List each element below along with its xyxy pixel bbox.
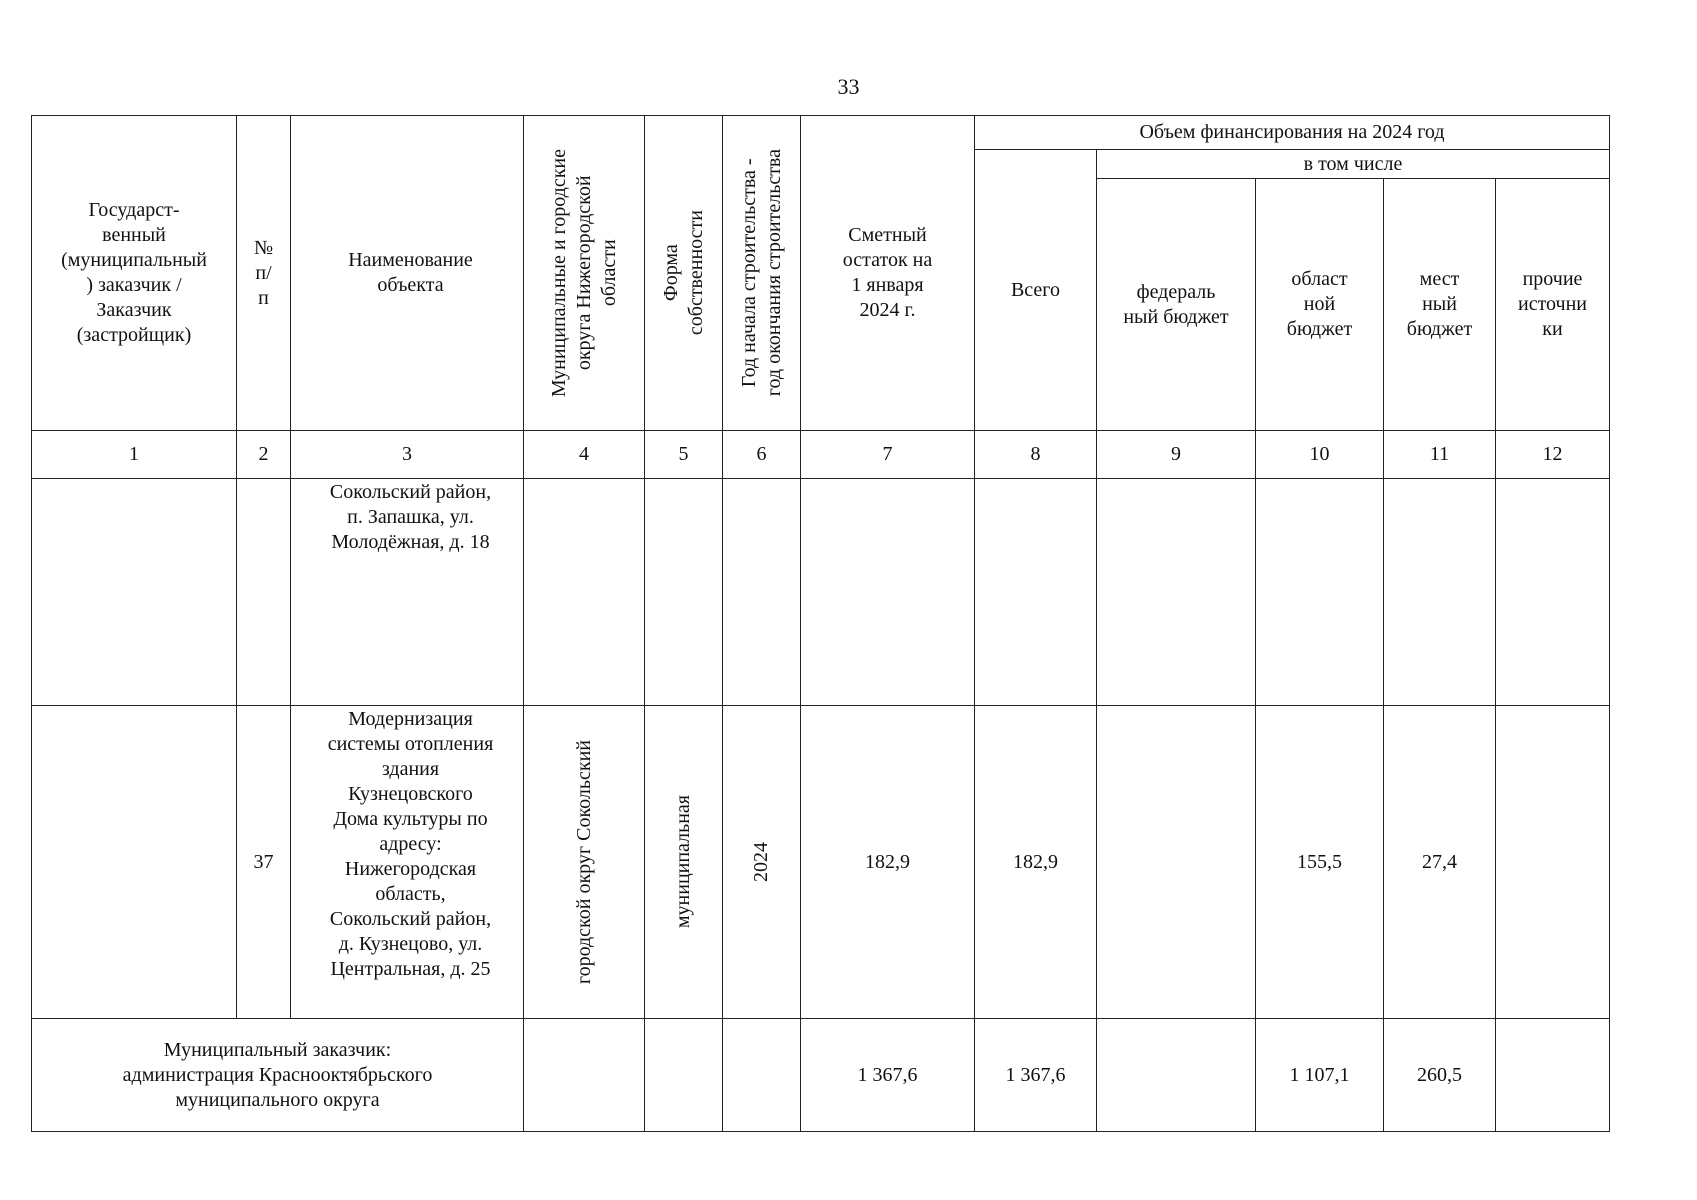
row-num: 37 — [237, 706, 291, 1019]
header-municipality: Муниципальные и городские округа Нижегородской области — [524, 116, 645, 431]
column-number: 2 — [237, 431, 291, 479]
header-regional: област ной бюджет — [1256, 179, 1384, 431]
row-municipality: городской округ Сокольский — [524, 706, 645, 1019]
header-estimated-balance: Сметный остаток на 1 января 2024 г. — [801, 116, 975, 431]
header-including: в том числе — [1097, 150, 1610, 179]
column-number: 10 — [1256, 431, 1384, 479]
header-num: № п/ п — [237, 116, 291, 431]
header-customer: Государст- венный (муниципальный ) заказчик / Заказчик (застройщик) — [32, 116, 237, 431]
column-number: 12 — [1496, 431, 1610, 479]
row-federal — [1097, 479, 1256, 706]
column-number: 6 — [723, 431, 801, 479]
row-years — [723, 479, 801, 706]
row-ownership: муниципальная — [645, 706, 723, 1019]
column-numbers-row — [32, 431, 1610, 479]
header-other: прочие источни ки — [1496, 179, 1610, 431]
row-customer — [32, 479, 237, 706]
column-number: 11 — [1384, 431, 1496, 479]
summary-regional: 1 107,1 — [1256, 1019, 1384, 1132]
summary-ownership — [645, 1019, 723, 1132]
column-number: 7 — [801, 431, 975, 479]
header-local: мест ный бюджет — [1384, 179, 1496, 431]
row-object: Модернизация системы отопления здания Кузнецовского Дома культуры по адресу: Нижегородская область, Сокольский район, д. Кузнецово, ул. Центральная, д. 25 — [291, 706, 524, 1019]
summary-row — [32, 1019, 1610, 1132]
summary-federal — [1097, 1019, 1256, 1132]
page-number: 33 — [837, 74, 860, 99]
row-regional: 155,5 — [1256, 706, 1384, 1019]
summary-local: 260,5 — [1384, 1019, 1496, 1132]
summary-estimated-balance: 1 367,6 — [801, 1019, 975, 1132]
column-number: 4 — [524, 431, 645, 479]
row-years: 2024 — [723, 706, 801, 1019]
column-number: 1 — [32, 431, 237, 479]
row-regional — [1256, 479, 1384, 706]
summary-total: 1 367,6 — [975, 1019, 1097, 1132]
row-object: Сокольский район, п. Запашка, ул. Молодёжная, д. 18 — [291, 479, 524, 706]
row-local: 27,4 — [1384, 706, 1496, 1019]
table-row — [32, 706, 1610, 1019]
header-federal: федераль ный бюджет — [1097, 179, 1256, 431]
summary-other — [1496, 1019, 1610, 1132]
column-number: 3 — [291, 431, 524, 479]
header-total: Всего — [975, 150, 1097, 431]
header-ownership: Форма собственности — [645, 116, 723, 431]
row-total: 182,9 — [975, 706, 1097, 1019]
row-num — [237, 479, 291, 706]
header-years: Год начала строительства - год окончания строительства — [723, 116, 801, 431]
column-number: 9 — [1097, 431, 1256, 479]
column-number: 8 — [975, 431, 1097, 479]
header-financing-2024: Объем финансирования на 2024 год — [975, 116, 1610, 150]
summary-municipality — [524, 1019, 645, 1132]
row-customer — [32, 706, 237, 1019]
summary-customer: Муниципальный заказчик: администрация Краснооктябрьского муниципального округа — [32, 1019, 524, 1132]
column-number: 5 — [645, 431, 723, 479]
row-federal — [1097, 706, 1256, 1019]
row-total — [975, 479, 1097, 706]
header-object-name: Наименование объекта — [291, 116, 524, 431]
row-municipality — [524, 479, 645, 706]
summary-years — [723, 1019, 801, 1132]
row-local — [1384, 479, 1496, 706]
table-row — [32, 479, 1610, 706]
row-other — [1496, 479, 1610, 706]
row-estimated-balance — [801, 479, 975, 706]
row-ownership — [645, 479, 723, 706]
financing-table — [31, 115, 1610, 1132]
row-other — [1496, 706, 1610, 1019]
row-estimated-balance: 182,9 — [801, 706, 975, 1019]
